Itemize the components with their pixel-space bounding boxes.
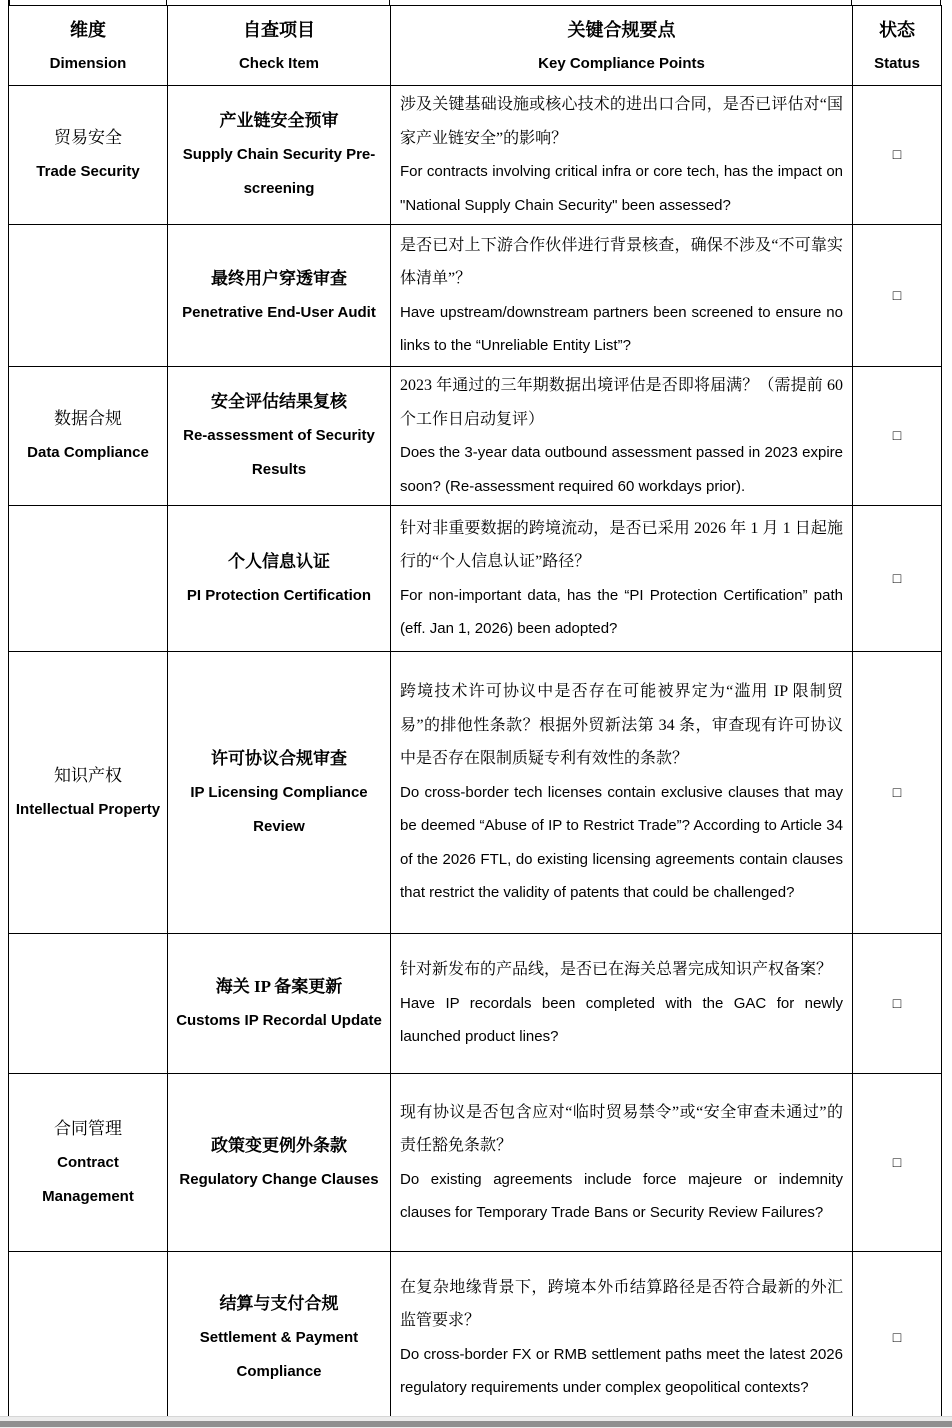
check-item-label-zh: 许可协议合规审查 — [211, 748, 347, 768]
check-item-cell — [168, 506, 391, 652]
table-row — [9, 652, 942, 934]
status-checkbox[interactable]: □ — [892, 994, 902, 1011]
status-cell — [853, 225, 942, 367]
check-item-label-en: Regulatory Change Clauses — [179, 1170, 379, 1188]
status-cell — [853, 934, 942, 1074]
status-checkbox[interactable]: □ — [892, 1328, 902, 1345]
dimension-cell — [9, 367, 168, 506]
check-item-cell — [168, 652, 391, 934]
dimension-cell — [9, 934, 168, 1074]
check-item-cell — [168, 934, 391, 1074]
check-item-cell — [168, 1252, 391, 1424]
header-row — [9, 6, 942, 86]
check-item-label-zh: 安全评估结果复核 — [211, 392, 347, 411]
compliance-points-en: For contracts involving critical infra or core tech, has the impact on "National Supply Chain Security" been assessed? — [400, 163, 843, 214]
compliance-points-zh: 是否已对上下游合作伙伴进行背景核查，确保不涉及“不可靠实体清单”？ — [400, 236, 843, 287]
compliance-points-zh: 现有协议是否包含应对“临时贸易禁令”或“安全审查未通过”的责任豁免条款？ — [400, 1103, 843, 1154]
status-cell — [853, 652, 942, 934]
check-item-cell — [168, 1074, 391, 1252]
header-compliance-points — [391, 6, 853, 86]
check-item-label-zh: 政策变更例外条款 — [211, 1135, 347, 1155]
header-status — [853, 6, 942, 86]
check-item-label-zh: 最终用户穿透审查 — [211, 268, 347, 288]
check-item-label-en: Settlement & Payment Compliance — [199, 1328, 359, 1380]
compliance-points-cell — [391, 1252, 853, 1424]
compliance-points-en: Have IP recordals been completed with the GAC for newly launched product lines? — [400, 994, 843, 1046]
dimension-label-en: Contract Management — [42, 1153, 134, 1205]
status-checkbox[interactable]: □ — [892, 783, 902, 800]
header-check-item — [168, 6, 391, 86]
compliance-points-zh: 针对新发布的产品线，是否已在海关总署完成知识产权备案？ — [400, 961, 833, 979]
dimension-label-zh: 知识产权 — [54, 765, 122, 785]
status-checkbox[interactable]: □ — [892, 146, 902, 162]
compliance-points-cell — [391, 652, 853, 934]
compliance-points-cell — [391, 225, 853, 367]
dimension-cell — [9, 225, 168, 367]
table-row — [9, 86, 942, 225]
status-cell — [853, 367, 942, 506]
table-row — [9, 506, 942, 652]
header-dimension-zh: 维度 — [70, 19, 106, 40]
dimension-cell — [9, 1074, 168, 1252]
dimension-label-en: Intellectual Property — [15, 800, 161, 818]
header-compliance-points-en: Key Compliance Points — [538, 54, 705, 72]
check-item-label-en: IP Licensing Compliance Review — [190, 783, 368, 835]
check-item-cell — [168, 367, 391, 506]
table-row — [9, 1252, 942, 1424]
compliance-points-zh: 2023 年通过的三年期数据出境评估是否即将届满？（需提前 60 个工作日启动复评） — [400, 377, 843, 428]
dimension-label-zh: 数据合规 — [54, 409, 122, 428]
compliance-points-zh: 跨境技术许可协议中是否存在可能被界定为“滥用 IP 限制贸易”的排他性条款？根据外贸新法第 34 条，审查现有许可协议中是否存在限制质疑专利有效性的条款？ — [400, 683, 843, 768]
status-checkbox[interactable]: □ — [892, 427, 902, 443]
dimension-cell — [9, 506, 168, 652]
compliance-points-zh: 涉及关键基础设施或核心技术的进出口合同，是否已评估对“国家产业链安全”的影响？ — [400, 96, 843, 147]
check-item-cell — [168, 86, 391, 225]
compliance-points-en: Have upstream/downstream partners been screened to ensure no links to the “Unreliable Entity List”? — [400, 303, 843, 354]
header-dimension — [9, 6, 168, 86]
check-item-label-en: Re-assessment of Security Results — [183, 427, 375, 478]
check-item-label-zh: 结算与支付合规 — [219, 1293, 339, 1313]
compliance-points-en: Do cross-border tech licenses contain exclusive clauses that may be deemed “Abuse of IP to Restrict Trade”? According to Article 34 of the 2026 FTL, do existing licensing agreements contain clauses that restrict the validity of patents that could be challenged? — [400, 783, 843, 902]
compliance-checklist-table — [8, 5, 942, 1424]
horizontal-scrollbar-thumb[interactable] — [0, 1421, 952, 1427]
status-checkbox[interactable]: □ — [892, 569, 902, 586]
compliance-points-en: Does the 3-year data outbound assessment passed in 2023 expire soon? (Re-assessment required 60 workdays prior). — [400, 444, 843, 495]
dimension-label-en: Trade Security — [36, 163, 140, 180]
check-item-label-en: Supply Chain Security Pre-screening — [182, 146, 376, 197]
dimension-cell — [9, 652, 168, 934]
dimension-label-zh: 贸易安全 — [54, 128, 122, 147]
compliance-points-en: Do existing agreements include force majeure or indemnity clauses for Temporary Trade Bans or Security Review Failures? — [400, 1170, 843, 1221]
status-cell — [853, 1252, 942, 1424]
compliance-points-cell — [391, 1074, 853, 1252]
compliance-points-cell — [391, 934, 853, 1074]
check-item-label-en: Penetrative End-User Audit — [182, 303, 376, 321]
check-item-label-zh: 个人信息认证 — [228, 551, 330, 571]
table-row — [9, 367, 942, 506]
status-cell — [853, 506, 942, 652]
header-check-item-zh: 自查项目 — [243, 19, 315, 40]
status-cell — [853, 1074, 942, 1252]
table-row — [9, 1074, 942, 1252]
header-check-item-en: Check Item — [238, 54, 320, 72]
compliance-points-zh: 在复杂地缘背景下，跨境本外币结算路径是否符合最新的外汇监管要求？ — [400, 1278, 843, 1329]
check-item-label-zh: 海关 IP 备案更新 — [215, 976, 343, 996]
status-checkbox[interactable]: □ — [892, 286, 902, 303]
compliance-points-en: Do cross-border FX or RMB settlement paths meet the latest 2026 regulatory requirements under complex geopolitical contexts? — [400, 1345, 843, 1396]
check-item-label-zh: 产业链安全预审 — [219, 111, 339, 130]
compliance-points-zh: 针对非重要数据的跨境流动，是否已采用 2026 年 1 月 1 日起施行的“个人信息认证”路径？ — [400, 519, 843, 570]
header-dimension-en: Dimension — [49, 54, 127, 72]
table-row — [9, 934, 942, 1074]
compliance-points-cell — [391, 86, 853, 225]
table-row — [9, 225, 942, 367]
check-item-cell — [168, 225, 391, 367]
compliance-points-cell — [391, 367, 853, 506]
dimension-cell — [9, 86, 168, 225]
status-checkbox[interactable]: □ — [892, 1153, 902, 1170]
horizontal-scrollbar-track[interactable] — [0, 1416, 952, 1428]
dimension-label-zh: 合同管理 — [54, 1118, 122, 1138]
check-item-label-en: PI Protection Certification — [186, 586, 372, 604]
header-compliance-points-zh: 关键合规要点 — [567, 19, 676, 40]
header-status-en: Status — [874, 54, 920, 72]
dimension-cell — [9, 1252, 168, 1424]
status-cell — [853, 86, 942, 225]
header-status-zh: 状态 — [879, 19, 915, 40]
compliance-points-cell — [391, 506, 853, 652]
check-item-label-en: Customs IP Recordal Update — [176, 1011, 382, 1029]
dimension-label-en: Data Compliance — [27, 444, 149, 461]
compliance-points-en: For non-important data, has the “PI Protection Certification” path (eff. Jan 1, 2026) been adopted? — [400, 586, 843, 637]
